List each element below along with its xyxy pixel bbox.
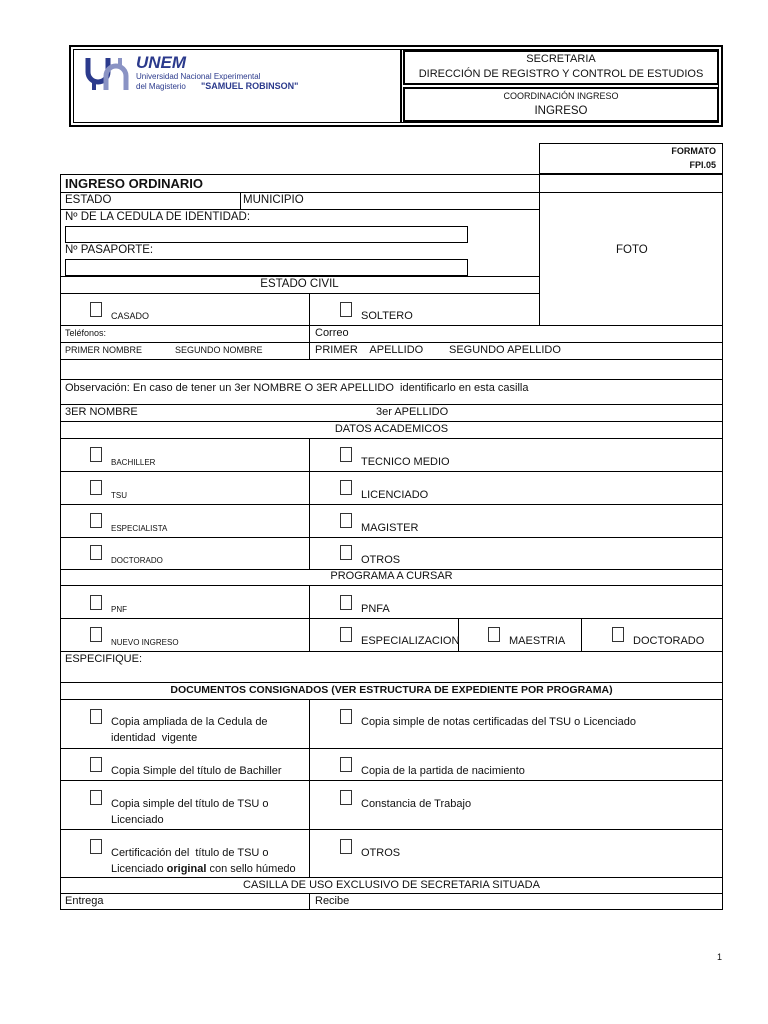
doc-titulo-tsu-checkbox[interactable] xyxy=(90,790,102,805)
doc-certificacion-line2-c: con sello húmedo xyxy=(206,863,296,875)
doc-otros-label: OTROS xyxy=(361,847,401,859)
estado-label: ESTADO xyxy=(65,194,112,206)
foto-label: FOTO xyxy=(616,244,648,256)
page-number: 1 xyxy=(717,952,723,962)
doc-titulo-tsu-line2: Licenciado xyxy=(111,814,164,826)
doctorado-prog-label: DOCTORADO xyxy=(633,635,705,647)
ingreso-label: INGRESO xyxy=(534,105,588,117)
municipio-label: MUNICIPIO xyxy=(243,194,304,206)
pnfa-checkbox[interactable] xyxy=(340,595,352,610)
licenciado-checkbox[interactable] xyxy=(340,480,352,495)
doc-titulo-tsu-line1: Copia simple del título de TSU o xyxy=(111,798,269,810)
especialista-label: ESPECIALISTA xyxy=(111,524,168,533)
segundo-apellido-label: SEGUNDO APELLIDO xyxy=(449,344,561,356)
form-title: INGRESO ORDINARIO xyxy=(65,176,203,191)
doc-certificacion-original: original xyxy=(166,863,207,875)
pasaporte-input[interactable] xyxy=(65,259,468,276)
doc-cedula-checkbox[interactable] xyxy=(90,709,102,724)
tercer-nombre-label: 3ER NOMBRE xyxy=(65,406,138,418)
formato-label: FORMATO xyxy=(671,146,716,156)
direccion-label: DIRECCIÓN DE REGISTRO Y CONTROL DE ESTUDIOS xyxy=(418,68,704,80)
tsu-checkbox[interactable] xyxy=(90,480,102,495)
observacion-text: Observación: En caso de tener un 3er NOMBRE O 3ER APELLIDO identificarlo en esta casilla xyxy=(65,382,529,394)
primer-nombre-label: PRIMER NOMBRE xyxy=(65,345,143,355)
doc-bachiller-checkbox[interactable] xyxy=(90,757,102,772)
doc-constancia-checkbox[interactable] xyxy=(340,790,352,805)
doc-otros-checkbox[interactable] xyxy=(340,839,352,854)
otros-grado-checkbox[interactable] xyxy=(340,545,352,560)
doc-cedula-line2: identidad vigente xyxy=(111,732,198,744)
cedula-input[interactable] xyxy=(65,226,468,243)
bachiller-label: BACHILLER xyxy=(111,458,156,467)
doc-certificacion-line1: Certificación del título de TSU o xyxy=(111,847,269,859)
bachiller-checkbox[interactable] xyxy=(90,447,102,462)
doc-notas-checkbox[interactable] xyxy=(340,709,352,724)
tercer-apellido-label: 3er APELLIDO xyxy=(376,406,449,418)
unem-logo-icon xyxy=(84,54,136,94)
nuevo-ingreso-label: NUEVO INGRESO xyxy=(111,638,179,647)
logo-line2a: del Magisterio xyxy=(136,82,186,91)
doc-partida-label: Copia de la partida de nacimiento xyxy=(361,765,525,777)
nuevo-ingreso-checkbox[interactable] xyxy=(90,627,102,642)
pnf-checkbox[interactable] xyxy=(90,595,102,610)
coordinacion-label: COORDINACIÓN INGRESO xyxy=(503,91,619,101)
logo-line1: Universidad Nacional Experimental xyxy=(136,72,261,81)
doc-cedula-line1: Copia ampliada de la Cedula de xyxy=(111,716,268,728)
unem-logo xyxy=(80,52,380,96)
telefonos-label: Teléfonos: xyxy=(65,328,107,338)
magister-checkbox[interactable] xyxy=(340,513,352,528)
entrega-label: Entrega xyxy=(65,895,104,907)
datos-academicos-heading: DATOS ACADEMICOS xyxy=(334,423,449,435)
soltero-label: SOLTERO xyxy=(361,310,413,322)
doc-certificacion-line2 xyxy=(111,864,296,875)
doctorado-grado-checkbox[interactable] xyxy=(90,545,102,560)
cedula-label: Nº DE LA CEDULA DE IDENTIDAD: xyxy=(65,211,251,223)
correo-label: Correo xyxy=(315,327,349,339)
pnfa-label: PNFA xyxy=(361,603,390,615)
licenciado-label: LICENCIADO xyxy=(361,489,429,501)
especifique-label: ESPECIFIQUE: xyxy=(65,653,143,665)
segundo-nombre-label: SEGUNDO NOMBRE xyxy=(175,345,263,355)
maestria-checkbox[interactable] xyxy=(488,627,500,642)
doc-notas-label: Copia simple de notas certificadas del TSU o Licenciado xyxy=(361,716,636,728)
doctorado-grado-label: DOCTORADO xyxy=(111,556,163,565)
casado-label: CASADO xyxy=(111,311,150,321)
estado-civil-heading: ESTADO CIVIL xyxy=(260,278,339,290)
maestria-label: MAESTRIA xyxy=(509,635,566,647)
magister-label: MAGISTER xyxy=(361,522,419,534)
pasaporte-label: Nº PASAPORTE: xyxy=(65,244,154,256)
formato-code: FPI.05 xyxy=(689,160,716,170)
casado-checkbox[interactable] xyxy=(90,302,102,317)
doctorado-prog-checkbox[interactable] xyxy=(612,627,624,642)
recibe-label: Recibe xyxy=(315,895,350,907)
doc-bachiller-label: Copia Simple del título de Bachiller xyxy=(111,765,282,777)
logo-title: UNEM xyxy=(136,53,187,72)
documentos-heading: DOCUMENTOS CONSIGNADOS (VER ESTRUCTURA DE EXPEDIENTE POR PROGRAMA) xyxy=(170,684,613,696)
tecnico-medio-label: TECNICO MEDIO xyxy=(361,456,450,468)
soltero-checkbox[interactable] xyxy=(340,302,352,317)
otros-grado-label: OTROS xyxy=(361,554,401,566)
especializacion-checkbox[interactable] xyxy=(340,627,352,642)
especializacion-label: ESPECIALIZACION xyxy=(361,635,460,647)
pnf-label: PNF xyxy=(111,605,127,614)
logo-line2b: "SAMUEL ROBINSON" xyxy=(201,81,299,91)
doc-constancia-label: Constancia de Trabajo xyxy=(361,798,472,810)
secretaria-label: SECRETARIA xyxy=(526,53,596,65)
especialista-checkbox[interactable] xyxy=(90,513,102,528)
doc-certificacion-checkbox[interactable] xyxy=(90,839,102,854)
tecnico-medio-checkbox[interactable] xyxy=(340,447,352,462)
doc-partida-checkbox[interactable] xyxy=(340,757,352,772)
doc-certificacion-line2-a: Licenciado xyxy=(111,863,167,875)
programa-heading: PROGRAMA A CURSAR xyxy=(330,570,453,582)
primer-apellido-label: PRIMER APELLIDO xyxy=(315,344,424,356)
tsu-label: TSU xyxy=(111,491,127,500)
casilla-heading: CASILLA DE USO EXCLUSIVO DE SECRETARIA SITUADA xyxy=(243,879,540,891)
